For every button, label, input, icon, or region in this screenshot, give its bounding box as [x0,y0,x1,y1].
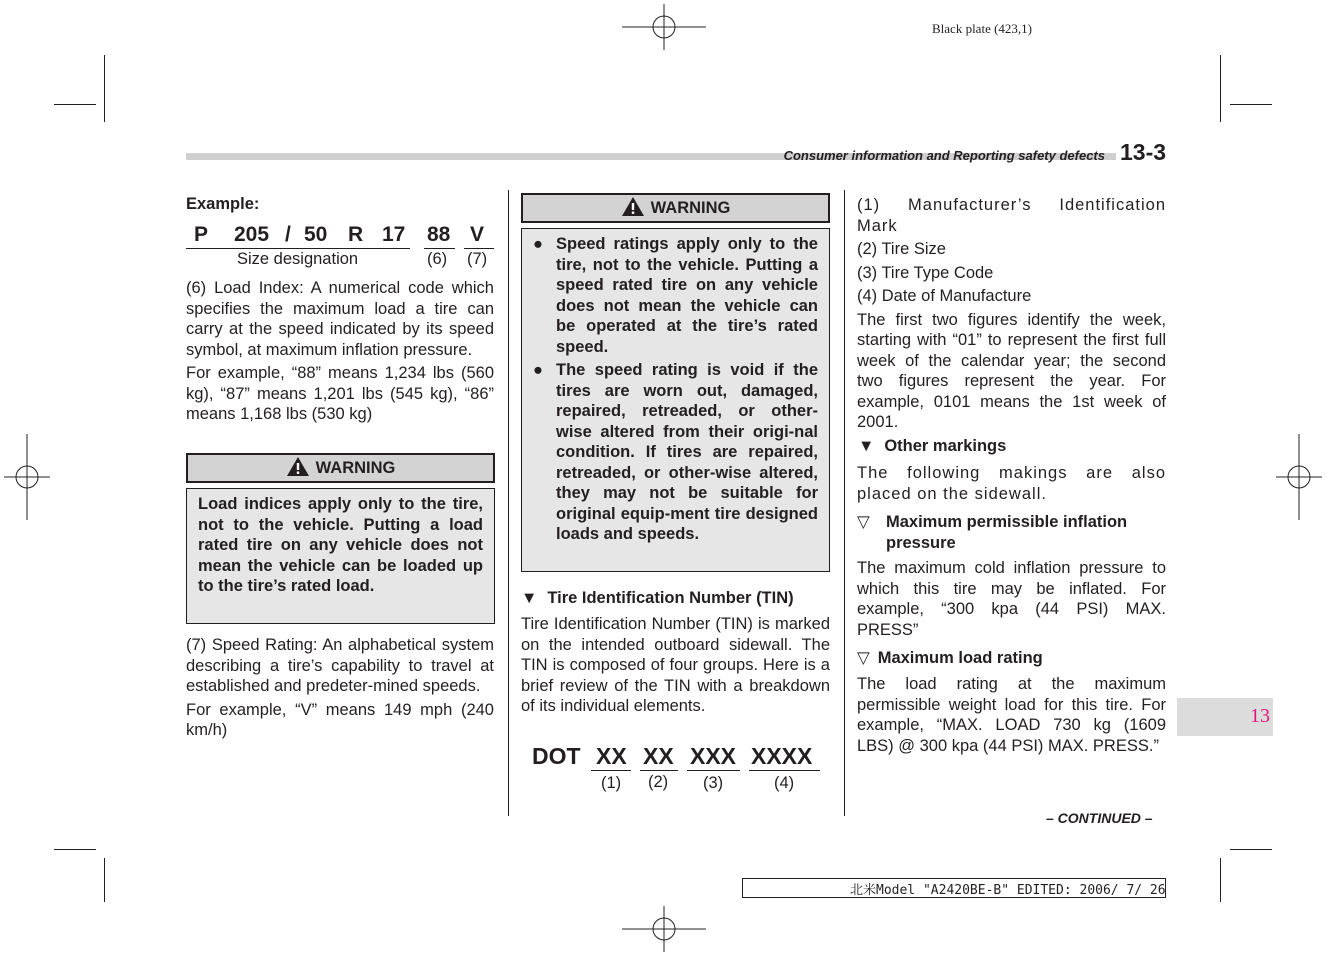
warning-triangle-icon [286,456,310,477]
registration-mark-left [4,434,50,520]
crop-mark [1230,104,1272,105]
dot-ref: (3) [703,774,724,792]
underline [591,770,631,771]
dot-ref: (1) [601,774,622,792]
size-part: P [194,223,209,246]
tin-heading-text: Tire Identification Number (TIN) [547,589,794,607]
dot-group: XX [596,743,627,769]
inflation-paragraph: The maximum cold inflation pressure to which this tire may be inflated. For example, “300 kpa (44 PSI) MAX. PRESS” [857,559,1166,639]
crop-mark [1220,55,1221,122]
size-part: 17 [382,223,406,246]
outline-triangle-icon: ▽ [857,649,870,667]
size-part: 50 [304,223,328,246]
column-2-text [521,614,830,720]
size-part: R [348,223,364,246]
warning-body [521,228,830,572]
load-rating-heading [857,648,1043,668]
warning-header [186,453,495,483]
warning-bullet [522,360,818,545]
dot-ref: (2) [648,773,669,791]
other-markings-paragraph-box [857,463,1166,507]
warning-title: WARNING [650,199,731,217]
column-1-lower-text [186,635,494,744]
tin-paragraph: Tire Identification Number (TIN) is marked on the intended outboard sidewall. The TIN is composed of four groups. Here is a brief review of the TIN with a breakdown of its individual elements. [521,615,830,715]
underline [749,770,820,771]
inflation-heading [857,512,1166,553]
underline [687,770,740,771]
dot-ref: (4) [774,774,795,792]
registration-mark-bottom [622,906,706,952]
dot-group: XXX [690,743,737,769]
plate-label: Black plate (423,1) [932,21,1032,36]
crop-mark [104,858,105,902]
down-triangle-icon: ▼ [521,589,538,607]
inflation-paragraph-box [857,558,1166,643]
continued-label: – CONTINUED – [1046,810,1153,826]
column-3-text [857,195,1166,436]
dot-group: XXXX [751,743,813,769]
tin-list-item: (3) Tire Type Code [857,263,994,282]
size-part: 88 [427,223,451,246]
warning-bullet [522,234,818,357]
size-part: / [285,223,291,246]
warning-body [186,488,495,624]
tin-list-item: (2) Tire Size [857,240,946,258]
underline [424,248,455,249]
load-rating-paragraph: The load rating at the maximum permissible weight load for this tire. For example, “MAX. LOAD 730 kg (1609 LBS) @ 300 kpa (44 PSI) MAX. PRESS.” [857,675,1166,755]
page-number: 13-3 [1120,139,1167,165]
load-example-paragraph: For example, “88” means 1,234 lbs (560 kg), “87” means 1,201 lbs (545 kg), “86” means 1,168 lbs (530 kg) [186,364,494,423]
other-markings-paragraph: The following makings are also placed on the sidewall. [857,464,1166,503]
registration-mark-right [1276,434,1322,520]
tin-list-item: (1) Manufacturer’s Identification Mark [857,196,1166,235]
crop-mark [104,55,105,122]
size-caption: Size designation [237,250,359,268]
warning-bullet-text: The speed rating is void if the tires are worn out, damaged, repaired, retreaded, or other-wise altered from their origi-nal condition. If tires are repaired, retreaded, or other-wise altered, they may not be suitable for original equip-ment tire designed loads and speeds. [556,361,818,543]
load-rating-heading-text: Maximum load rating [877,649,1043,667]
speed-example-paragraph: For example, “V” means 149 mph (240 km/h) [186,700,494,739]
column-divider [508,190,509,816]
bullet-icon: ● [533,361,543,379]
dot-group: XX [643,743,674,769]
crop-mark [1230,849,1272,850]
warning-text: Load indices apply only to the tire, not to the vehicle. Putting a load rated tire on any vehicle does not mean the vehicle can be loaded up to the tire’s rated load. [198,495,483,595]
column-1-text [186,278,494,428]
inflation-heading-text: Maximum permissible inflation pressure [886,513,1128,552]
size-ref: (7) [467,250,488,268]
section-title: Consumer information and Reporting safety defects [783,148,1105,163]
other-markings-text: Other markings [884,437,1007,455]
underline [640,770,678,771]
size-part: V [470,223,485,246]
footer-edit-info: 北米Model "A2420BE-B" EDITED: 2006/ 7/ 26 [850,883,1166,898]
chapter-tab-number: 13 [1250,705,1270,727]
load-rating-paragraph-box [857,674,1166,759]
registration-mark-top [622,4,706,50]
column-divider [844,190,845,816]
outline-triangle-icon: ▽ [857,513,870,531]
tin-list-item: (4) Date of Manufacture [857,287,1032,305]
week-paragraph: The first two figures identify the week, starting with “01” to represent the first full week of the calendar year; the second two figures represent the year. For example, 0101 means the 1st week of 2001. [857,310,1166,431]
crop-mark [54,849,96,850]
down-triangle-icon: ▼ [858,437,875,455]
warning-header [521,193,830,223]
warning-title: WARNING [315,459,396,477]
warning-triangle-icon [621,196,645,217]
underline [186,248,410,249]
tin-heading [521,589,794,608]
other-markings-heading [858,437,1006,456]
dot-label: DOT [532,743,581,769]
size-ref: (6) [427,250,448,268]
example-heading: Example: [186,195,260,213]
speed-rating-paragraph: (7) Speed Rating: An alphabetical system describing a tire’s capability to travel at established and predeter-mined speeds. [186,636,494,695]
crop-mark [54,104,96,105]
crop-mark [1220,858,1221,902]
underline [464,248,494,249]
bullet-icon: ● [533,235,543,253]
load-index-paragraph: (6) Load Index: A numerical code which specifies the maximum load a tire can carry at the speed indicated by its speed symbol, at maximum inflation pressure. [186,279,494,359]
size-part: 205 [234,223,270,246]
warning-bullet-text: Speed ratings apply only to the tire, not to the vehicle. Putting a speed rated tire on any vehicle does not mean the vehicle can be operated at the tire’s rated speed. [556,235,818,356]
